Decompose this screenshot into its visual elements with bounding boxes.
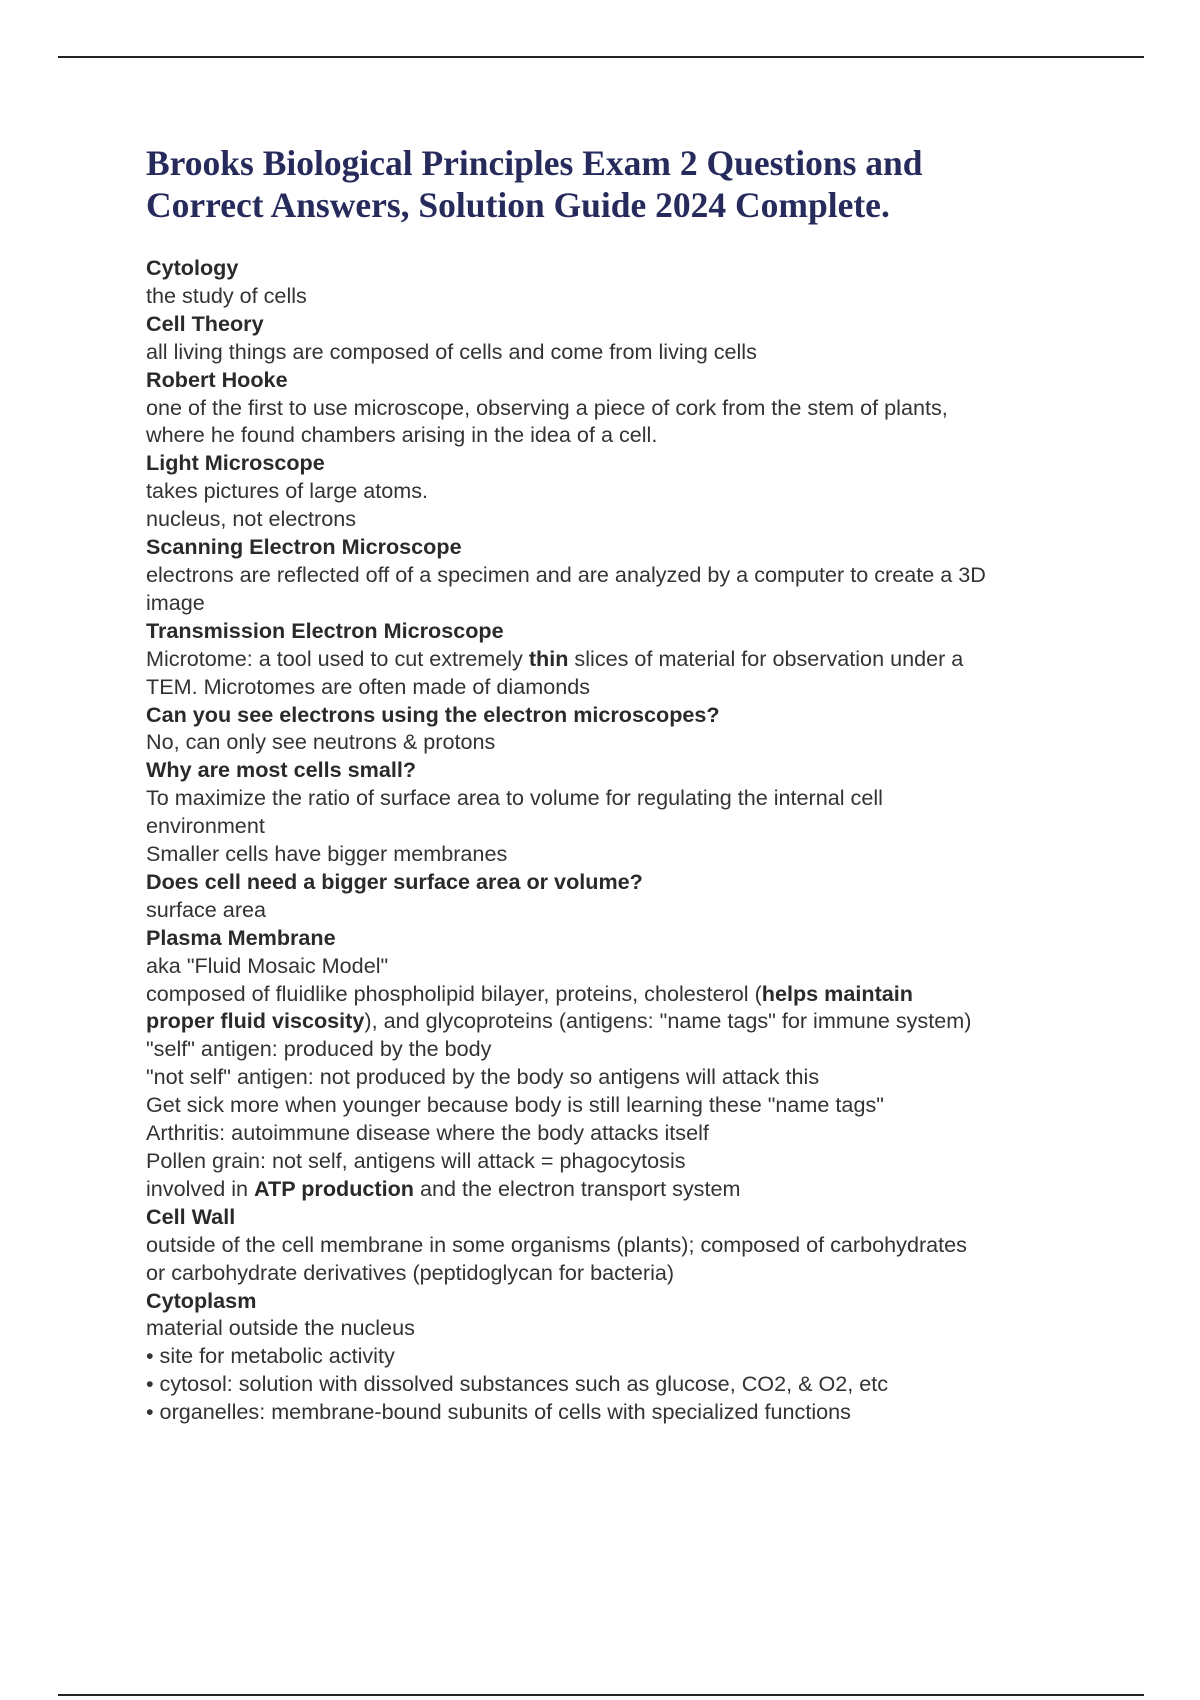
def-sem-1: electrons are reflected off of a specimen and are analyzed by a computer to create a 3D [146,561,986,587]
def-cell-theory: all living things are composed of cells and come from living cells [146,338,757,364]
def-plasma-membrane-5: "not self" antigen: not produced by the body so antigens will attack this [146,1064,820,1090]
def-cytology: the study of cells [146,282,307,308]
def-cells-small-3: Smaller cells have bigger membranes [146,841,508,867]
def-cytoplasm-1: material outside the nucleus [146,1315,415,1341]
def-plasma-membrane-8: Pollen grain: not self, antigens will attack = phagocytosis [146,1148,686,1173]
def-tem-1-part-1: Microtome: a tool used to cut extremely [146,645,529,671]
term-cytology: Cytology [146,255,239,280]
def-tem-1-part-2: thin [528,645,569,671]
def-plasma-membrane-4: "self" antigen: produced by the body [146,1036,492,1062]
def-plasma-membrane-9-part-3: and the electron transport system [414,1175,741,1201]
def-plasma-membrane-2 [146,980,1106,1008]
def-cell-wall-2: or carbohydrate derivatives (peptidoglycan for bacteria) [146,1259,675,1285]
def-plasma-membrane-3-part-2: ), and glycoproteins (antigens: "name tags" for immune system) [364,1008,972,1034]
def-cytoplasm-3: • cytosol: solution with dissolved substances such as glucose, CO2, & O2, etc [146,1371,889,1397]
term-cytoplasm: Cytoplasm [146,1287,257,1313]
top-rule [58,56,1144,58]
def-plasma-membrane-1: aka "Fluid Mosaic Model" [146,952,389,978]
term-cell-theory: Cell Theory [146,310,264,336]
term-light-microscope: Light Microscope [146,450,325,476]
term-transmission-electron-microscope: Transmission Electron Microscope [146,617,504,643]
def-plasma-membrane-9 [146,1175,1106,1203]
qa-list [146,254,1106,1426]
def-plasma-membrane-3 [146,1007,1106,1035]
term-robert-hooke: Robert Hooke [146,366,288,392]
def-robert-hooke-1: one of the first to use microscope, observing a piece of cork from the stem of plants, [146,394,948,420]
def-cells-small-2: environment [146,813,265,839]
def-cells-small-1: To maximize the ratio of surface area to volume for regulating the internal cell [146,785,883,811]
term-scanning-electron-microscope: Scanning Electron Microscope [146,534,462,560]
term-cells-small: Why are most cells small? [146,757,417,783]
def-cytoplasm-2: • site for metabolic activity [146,1343,395,1369]
title-line-2: Correct Answers, Solution Guide 2024 Complete. [146,185,890,225]
term-plasma-membrane: Plasma Membrane [146,924,336,950]
def-surface-or-volume: surface area [146,896,267,922]
def-light-microscope-1: takes pictures of large atoms. [146,478,429,504]
term-surface-or-volume: Does cell need a bigger surface area or volume? [146,868,643,894]
def-sem-2: image [146,589,205,615]
bottom-rule [58,1694,1144,1696]
title-line-1: Brooks Biological Principles Exam 2 Questions and [146,143,923,183]
def-plasma-membrane-2-part-2: helps maintain [761,980,913,1006]
def-tem-1-part-3: slices of material for observation under a [568,645,964,671]
def-plasma-membrane-6: Get sick more when younger because body is still learning these "name tags" [146,1092,884,1118]
term-cell-wall: Cell Wall [146,1203,236,1229]
def-plasma-membrane-2-part-1: composed of fluidlike phospholipid bilayer, proteins, cholesterol ( [146,980,762,1006]
term-see-electrons: Can you see electrons using the electron microscopes? [146,701,720,727]
document-body [146,142,1106,1426]
def-tem-1 [146,645,1106,673]
def-tem-2: TEM. Microtomes are often made of diamonds [146,673,591,699]
def-see-electrons: No, can only see neutrons & protons [146,729,496,755]
document-title [146,142,1106,226]
def-light-microscope-2: nucleus, not electrons [146,506,357,532]
def-cytoplasm-4: • organelles: membrane-bound subunits of cells with specialized functions [146,1399,851,1425]
def-plasma-membrane-9-part-2: ATP production [254,1175,414,1201]
def-plasma-membrane-7: Arthritis: autoimmune disease where the body attacks itself [146,1120,709,1146]
def-plasma-membrane-3-part-1: proper fluid viscosity [146,1008,365,1034]
def-cell-wall-1: outside of the cell membrane in some organisms (plants); composed of carbohydrates [146,1231,967,1257]
def-robert-hooke-2: where he found chambers arising in the idea of a cell. [146,422,658,448]
def-plasma-membrane-9-part-1: involved in [146,1175,255,1201]
